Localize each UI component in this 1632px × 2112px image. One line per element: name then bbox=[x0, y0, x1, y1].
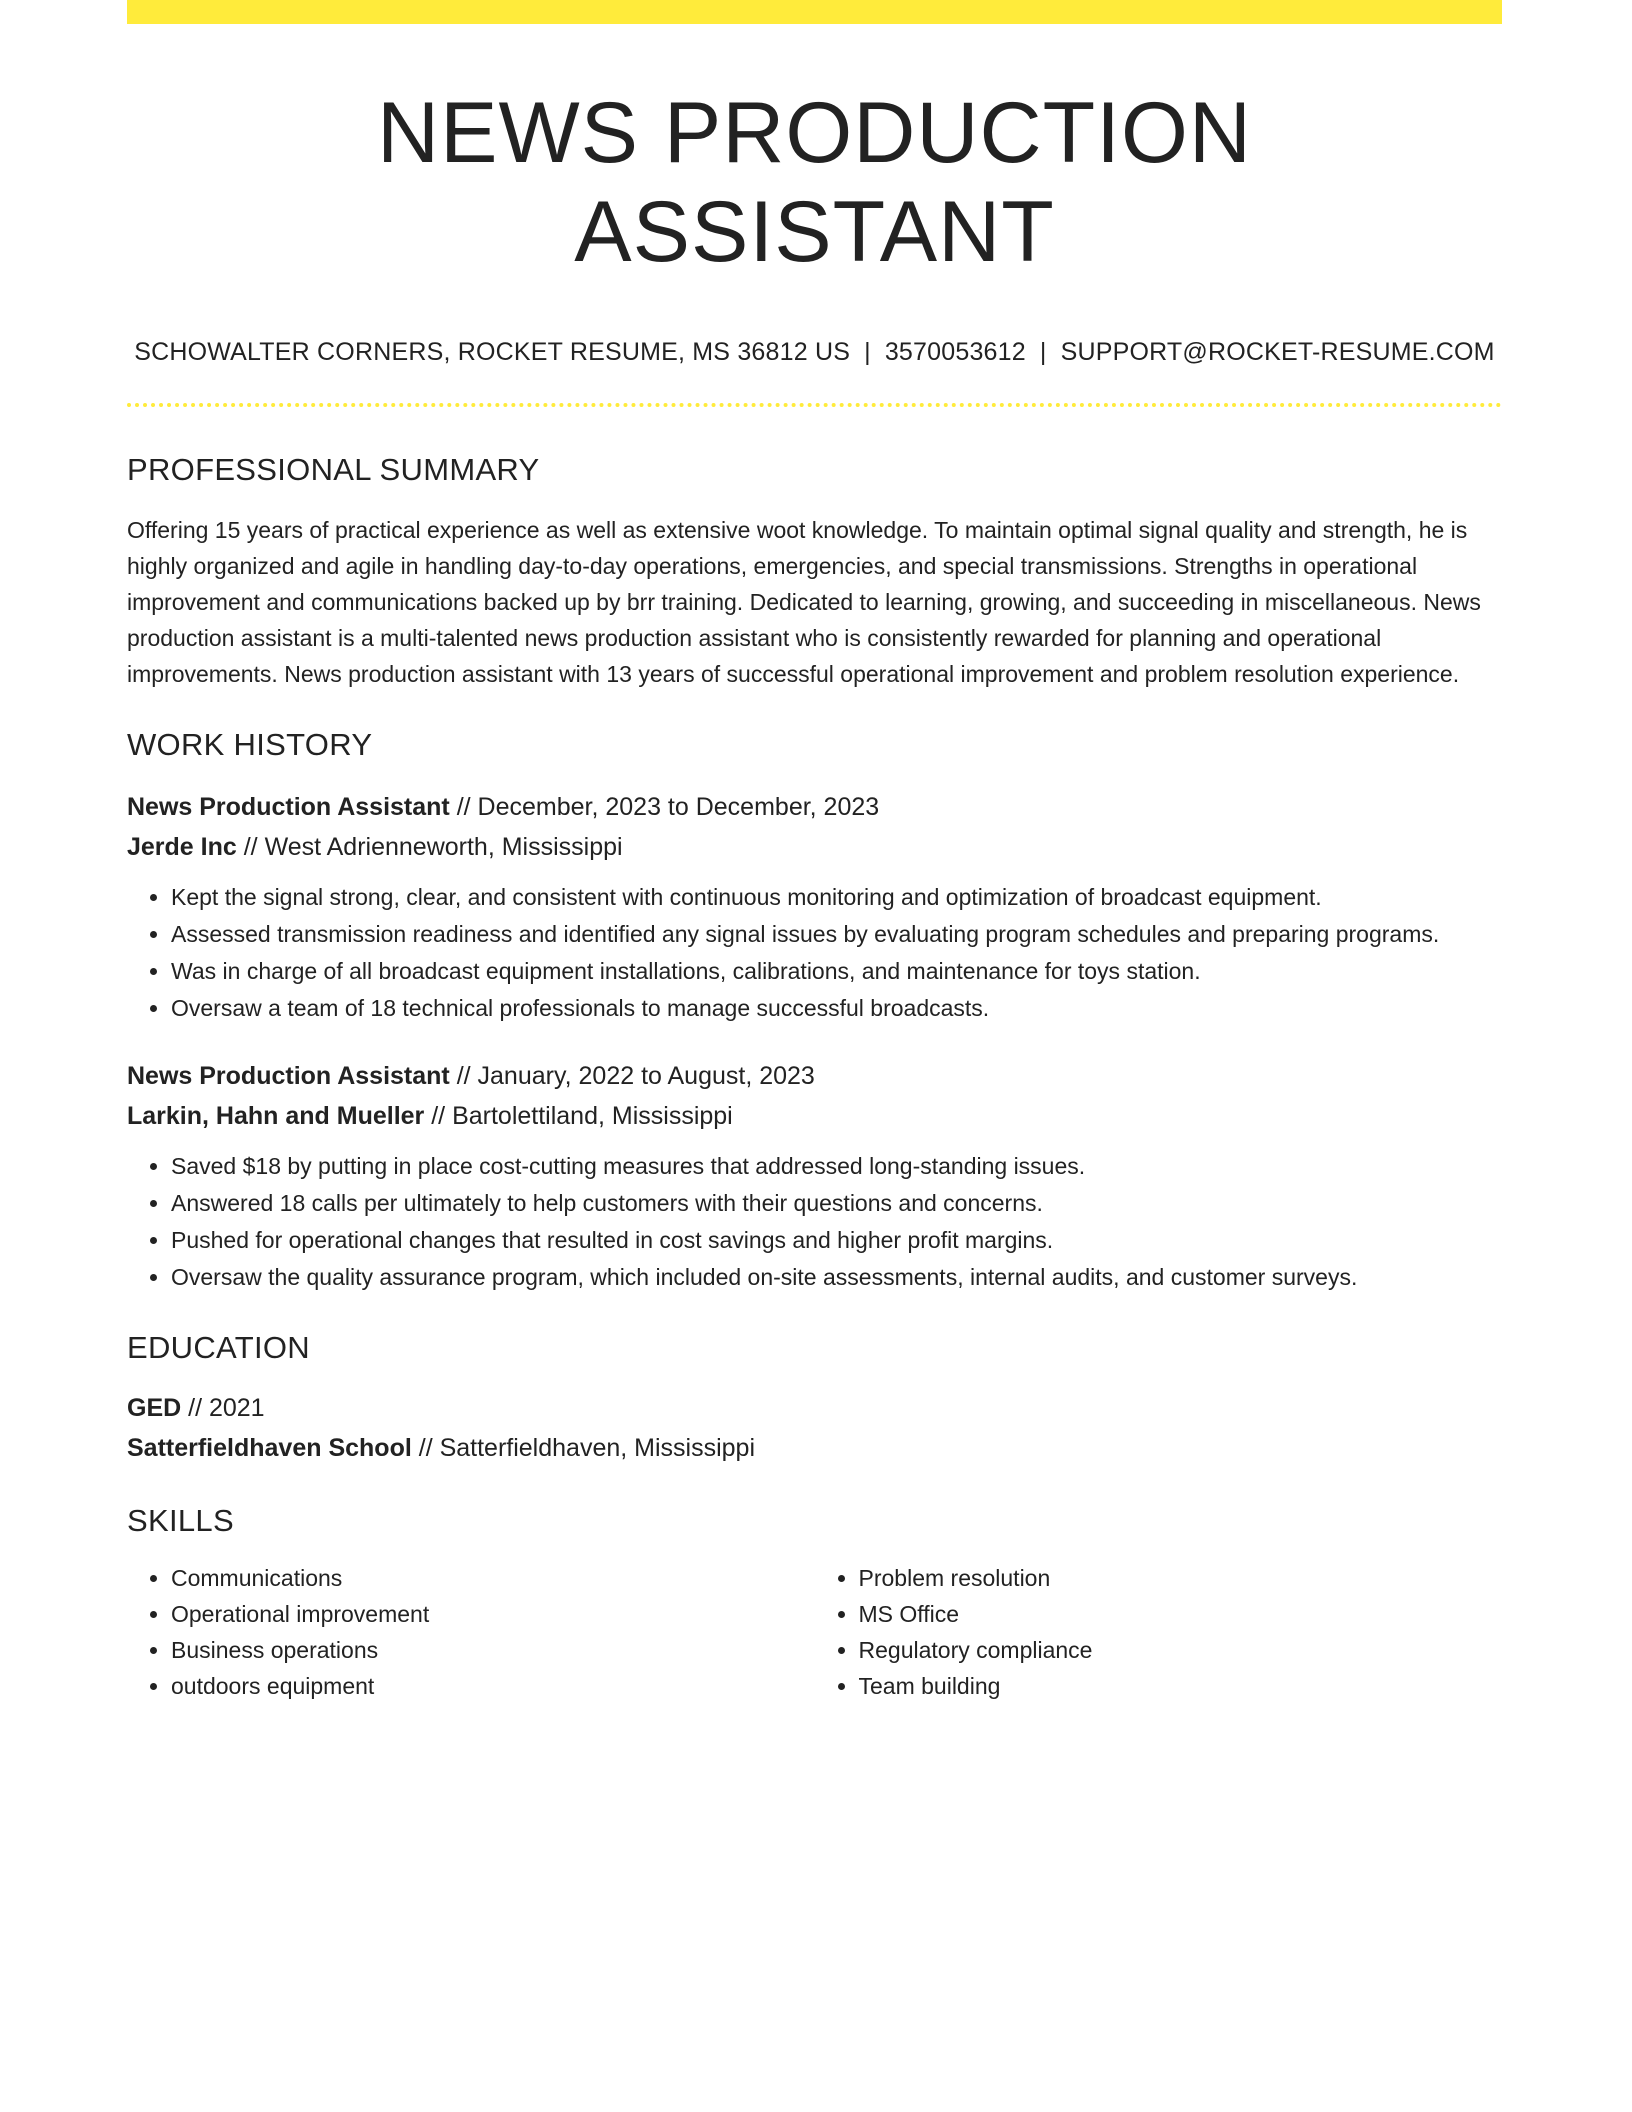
education-school: Satterfieldhaven School bbox=[127, 1434, 412, 1463]
list-item: • Oversaw a team of 18 technical professionals to manage successful broadcasts. bbox=[171, 990, 1502, 1026]
skill-item: • Problem resolution bbox=[859, 1560, 1503, 1596]
contact-line bbox=[127, 338, 1502, 367]
job-company-line bbox=[127, 1096, 1502, 1136]
job-entry bbox=[127, 1056, 1502, 1295]
skill-item: • outdoors equipment bbox=[171, 1668, 815, 1704]
list-item: • Saved $18 by putting in place cost-cutting measures that addressed long-standing issues. bbox=[171, 1148, 1502, 1184]
list-item: • Assessed transmission readiness and identified any signal issues by evaluating program schedules and preparing programs. bbox=[171, 916, 1502, 952]
job-company: Jerde Inc bbox=[127, 833, 237, 862]
contact-email: SUPPORT@ROCKET-RESUME.COM bbox=[1060, 337, 1495, 366]
list-item: • Oversaw the quality assurance program, which included on-site assessments, internal audits, and customer surveys. bbox=[171, 1259, 1502, 1295]
education-heading: EDUCATION bbox=[127, 1330, 310, 1366]
job-bullets bbox=[127, 1148, 1502, 1295]
skills-columns bbox=[127, 1560, 1502, 1704]
education-degree-line bbox=[127, 1388, 1502, 1428]
education-entry bbox=[127, 1388, 1502, 1468]
skill-item: • Operational improvement bbox=[171, 1596, 815, 1632]
list-item: • Kept the signal strong, clear, and consistent with continuous monitoring and optimization of broadcast equipment. bbox=[171, 879, 1502, 915]
job-location: // Bartolettiland, Mississippi bbox=[424, 1102, 733, 1131]
resume-name: NEWS PRODUCTION ASSISTANT bbox=[377, 85, 1252, 280]
education-location: // Satterfieldhaven, Mississippi bbox=[411, 1434, 755, 1463]
job-company-line bbox=[127, 827, 1502, 867]
job-bullets bbox=[127, 879, 1502, 1026]
resume-page bbox=[127, 0, 1502, 1704]
job-dates: // December, 2023 to December, 2023 bbox=[449, 793, 880, 822]
job-role: News Production Assistant bbox=[127, 1062, 450, 1091]
summary-heading: PROFESSIONAL SUMMARY bbox=[127, 451, 540, 487]
skill-item: • Team building bbox=[859, 1668, 1503, 1704]
list-item: • Answered 18 calls per ultimately to help customers with their questions and concerns. bbox=[171, 1185, 1502, 1221]
work-history-heading: WORK HISTORY bbox=[127, 726, 373, 762]
list-item: • Was in charge of all broadcast equipment installations, calibrations, and maintenance for toys station. bbox=[171, 953, 1502, 989]
summary-text: Offering 15 years of practical experience as well as extensive woot knowledge. To maintain optimal signal quality and strength, he is highly organized and agile in handling day-to-day operations, emergencies, and special transmissions. Strengths in operational improvement and communications backed up by brr training. Dedicated to learning, growing, and succeeding in miscellaneous. News production assistant is a multi-talented news production assistant who is consistently rewarded for planning and operational improvements. News production assistant with 13 years of successful operational improvement and problem resolution experience. bbox=[127, 516, 1481, 687]
job-dates: // January, 2022 to August, 2023 bbox=[449, 1062, 815, 1091]
skills-list-left bbox=[127, 1560, 815, 1704]
job-location: // West Adrienneworth, Mississippi bbox=[236, 833, 623, 862]
skills-list-right bbox=[815, 1560, 1503, 1704]
contact-separator: | bbox=[1039, 337, 1047, 366]
accent-bar bbox=[127, 0, 1502, 24]
skills-heading: SKILLS bbox=[127, 1503, 234, 1539]
job-role: News Production Assistant bbox=[127, 793, 450, 822]
contact-address: SCHOWALTER CORNERS, ROCKET RESUME, MS 36812 US bbox=[134, 337, 851, 366]
list-item: • Pushed for operational changes that resulted in cost savings and higher profit margins. bbox=[171, 1222, 1502, 1258]
education-degree: GED bbox=[127, 1394, 182, 1423]
contact-phone: 3570053612 bbox=[884, 337, 1026, 366]
job-entry bbox=[127, 787, 1502, 1026]
job-company: Larkin, Hahn and Mueller bbox=[127, 1102, 425, 1131]
education-year: // 2021 bbox=[181, 1394, 265, 1423]
job-title-line bbox=[127, 1056, 1502, 1096]
education-school-line bbox=[127, 1428, 1502, 1468]
skill-item: • MS Office bbox=[859, 1596, 1503, 1632]
skill-item: • Communications bbox=[171, 1560, 815, 1596]
skill-item: • Regulatory compliance bbox=[859, 1632, 1503, 1668]
skill-item: • Business operations bbox=[171, 1632, 815, 1668]
job-title-line bbox=[127, 787, 1502, 827]
dotted-divider bbox=[127, 403, 1502, 407]
contact-separator: | bbox=[864, 337, 871, 366]
